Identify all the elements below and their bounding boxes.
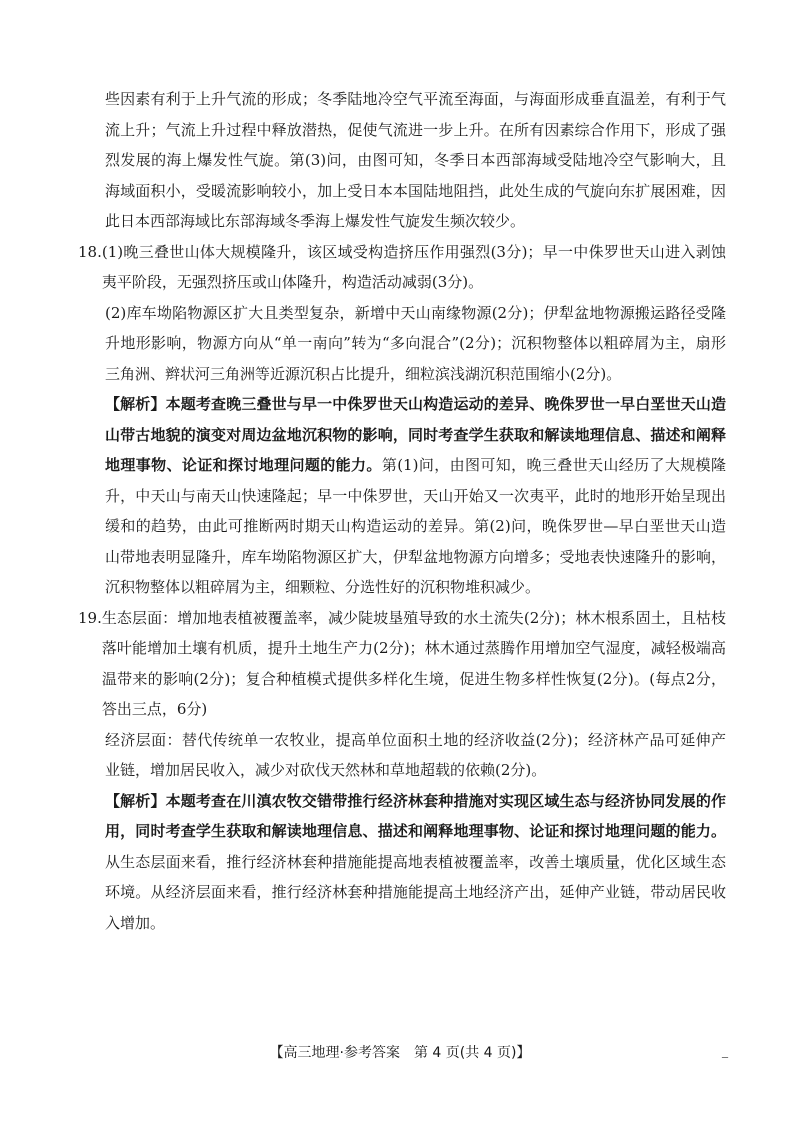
q18-number: 18. xyxy=(78,242,102,261)
answer-content xyxy=(78,84,726,938)
q18-analysis-text: 第(1)问，由图可知，晚三叠世天山经历了大规模隆升，中天山与南天山快速隆起；早一中侏罗世，天山开始又一次夷平，此时的地形开始呈现出缓和的趋势，由此可推断两时期天山构造运动的差异。第(2)问，晚侏罗世—早白垩世天山造山带地表明显隆升，库车坳陷物源区扩大，伊犁盆地物源方向增多；受地表快速隆升的影响，沉积物整体以粗碎屑为主，细颗粒、分选性好的沉积物堆积减少。 xyxy=(105,456,726,596)
q19-block xyxy=(78,603,726,725)
q19-analysis-label: 【解析】 xyxy=(105,791,166,810)
q19-ecological-answer: 生态层面：增加地表植被覆盖率，减少陡坡垦殖导致的水土流失(2分)；林木根系固土，且枯枝落叶能增加土壤有机质，提升土地生产力(2分)；林木通过蒸腾作用增加空气湿度，减轻极端高温带来的影响(2分)；复合种植模式提供多样化生境，促进生物多样性恢复(2分)。(每点2分，答出三点，6分) xyxy=(101,608,726,718)
q19-economic-answer: 经济层面：替代传统单一农牧业，提高单位面积土地的经济收益(2分)；经济林产品可延伸产业链，增加居民收入，减少对砍伐天然林和草地超载的依赖(2分)。 xyxy=(105,730,726,779)
q19-analysis xyxy=(78,786,726,939)
q18-analysis-summary: 本题考查晚三叠世与早一中侏罗世天山构造运动的差异、晚侏罗世一早白垩世天山造山带古地貌的演变对周边盆地沉积物的影响，同时考查学生获取和解读地理信息、描述和阐释地理事物、论证和探讨地理问题的能力。 xyxy=(105,395,726,474)
q19-analysis-summary: 本题考查在川滇农牧交错带推行经济林套种措施对实现区域生态与经济协同发展的作用，同时考查学生获取和解读地理信息、描述和阐释地理事物、论证和探讨地理问题的能力。 xyxy=(105,791,726,840)
q18-block xyxy=(78,237,726,298)
page-footer: 【高三地理·参考答案 第 4 页(共 4 页)】 xyxy=(269,1045,531,1061)
q17-continuation: 些因素有利于上升气流的形成；冬季陆地冷空气平流至海面，与海面形成垂直温差，有利于气流上升；气流上升过程中释放潜热，促使气流进一步上升。在所有因素综合作用下，形成了强烈发展的海上爆发性气旋。第(3)问，由图可知，冬季日本西部海域受陆地冷空气影响大，且海域面积小，受暖流影响较小，加上受日本本国陆地阻挡，此处生成的气旋向东扩展困难，因此日本西部海域比东部海域冬季海上爆发性气旋发生频次较少。 xyxy=(105,90,726,230)
q18-answer-1: (1)晚三叠世山体大规模隆升，该区域受构造挤压作用强烈(3分)；早一中侏罗世天山进入剥蚀夷平阶段，无强烈挤压或山体隆升，构造活动减弱(3分)。 xyxy=(101,242,726,291)
q19-number: 19. xyxy=(78,608,102,627)
q19-analysis-text: 从生态层面来看，推行经济林套种措施能提高地表植被覆盖率，改善土壤质量，优化区域生态环境。从经济层面来看，推行经济林套种措施能提高土地经济产出，延伸产业链，带动居民收入增加。 xyxy=(105,852,726,932)
q18-analysis xyxy=(78,389,726,603)
corner-mark: _ xyxy=(722,1044,728,1058)
q18-analysis-label: 【解析】 xyxy=(105,395,166,413)
q18-answer-2: (2)库车坳陷物源区扩大且类型复杂，新增中天山南缘物源(2分)；伊犁盆地物源搬运路径受隆升地形影响，物源方向从“单一南向”转为“多向混合”(2分)；沉积物整体以粗碎屑为主，扇形三角洲、辫状河三角洲等近源沉积占比提升，细粒滨浅湖沉积范围缩小(2分)。 xyxy=(105,303,726,383)
